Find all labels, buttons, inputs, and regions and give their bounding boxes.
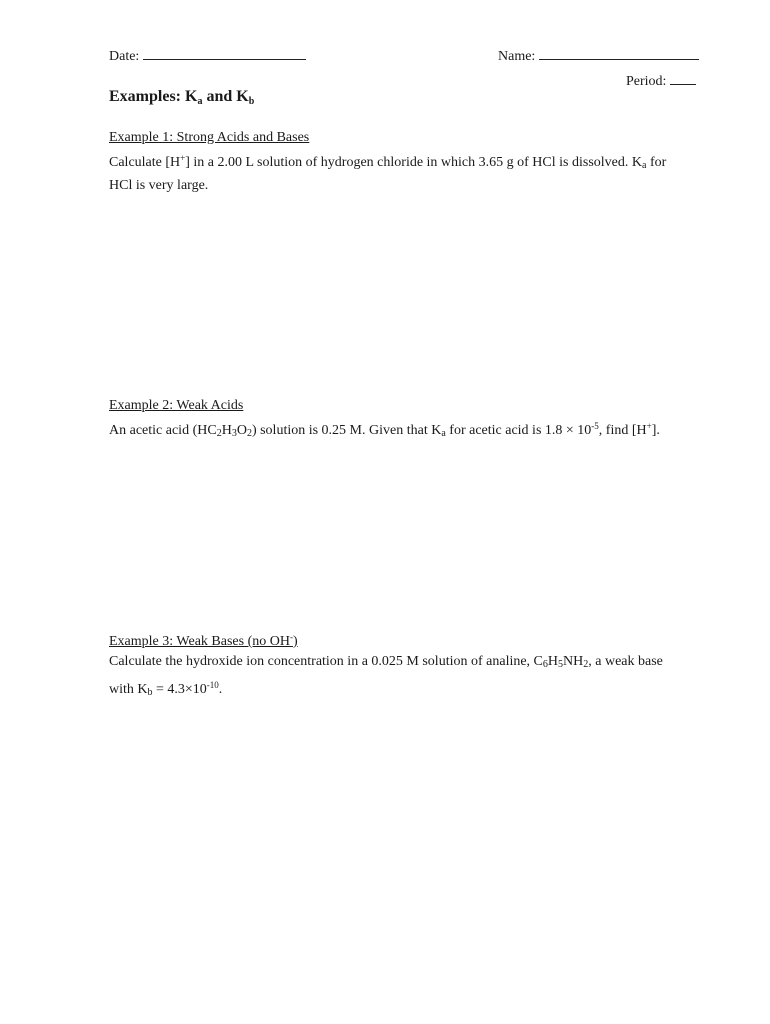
example-2-text-part: O — [236, 423, 247, 438]
example-3-text-part: NH — [563, 654, 584, 669]
example-2 — [109, 396, 684, 444]
example-3-sup: -10 — [206, 680, 219, 690]
example-3-sub: 2 — [583, 659, 589, 670]
example-3-text-part: , a weak base with K — [109, 654, 663, 697]
example-2-text — [109, 416, 684, 444]
title-sub-a: a — [197, 96, 203, 107]
example-3-heading-sup: - — [289, 632, 293, 642]
example-3-text-part: Calculate the hydroxide ion concentration in a 0.025 M solution of analine, C — [109, 654, 543, 669]
name-field — [498, 47, 699, 65]
example-1-heading: Example 1: Strong Acids and Bases — [109, 130, 310, 145]
example-3-text — [109, 652, 684, 703]
date-field — [109, 47, 306, 65]
example-3-sub: 6 — [542, 659, 548, 670]
example-3-heading — [109, 627, 684, 652]
example-3 — [109, 627, 684, 703]
period-blank[interactable] — [670, 72, 696, 85]
example-3-heading-main: Example 3: Weak Bases (no OH — [109, 634, 290, 649]
example-3-sub: b — [147, 687, 153, 698]
period-label: Period: — [626, 74, 667, 89]
example-1-sub: a — [641, 160, 647, 171]
example-3-text-part: H — [547, 654, 559, 669]
example-3-text-part: . — [218, 682, 223, 697]
date-blank[interactable] — [143, 47, 306, 60]
example-2-text-part: for acetic acid is 1.8 × 10 — [445, 423, 592, 438]
example-2-sub: 2 — [216, 428, 222, 439]
example-1 — [109, 128, 684, 196]
name-label: Name: — [498, 49, 536, 64]
example-2-sub: 3 — [231, 428, 237, 439]
example-2-sup: + — [646, 421, 652, 431]
example-1-sup: + — [180, 153, 186, 163]
example-2-text-part: ]. — [651, 423, 660, 438]
example-2-text-part: , find [H — [598, 423, 647, 438]
example-2-text-part: H — [221, 423, 232, 438]
period-field — [626, 72, 696, 90]
example-1-text-part: for HCl is very large. — [109, 155, 667, 193]
example-1-text-part: Calculate [H — [109, 155, 181, 170]
example-3-text-part: = 4.3×10 — [152, 682, 207, 697]
example-3-sub: 5 — [558, 659, 564, 670]
example-2-sup: -5 — [591, 421, 599, 431]
title-middle: and K — [202, 88, 249, 105]
name-blank[interactable] — [539, 47, 699, 60]
example-1-text-part: ] in a 2.00 L solution of hydrogen chloride in which 3.65 g of HCl is dissolved. K — [185, 155, 642, 170]
example-1-text — [109, 148, 684, 196]
example-2-sub: 2 — [246, 428, 252, 439]
example-3-heading-end: ) — [292, 634, 298, 649]
date-label: Date: — [109, 49, 140, 64]
example-2-heading: Example 2: Weak Acids — [109, 398, 244, 413]
title-prefix: Examples: K — [109, 88, 198, 105]
example-2-text-part: ) solution is 0.25 M. Given that K — [251, 423, 442, 438]
example-2-text-part: An acetic acid (HC — [109, 423, 217, 438]
example-2-sub: a — [441, 428, 446, 439]
title-sub-b: b — [248, 96, 255, 107]
page-title — [109, 88, 254, 107]
